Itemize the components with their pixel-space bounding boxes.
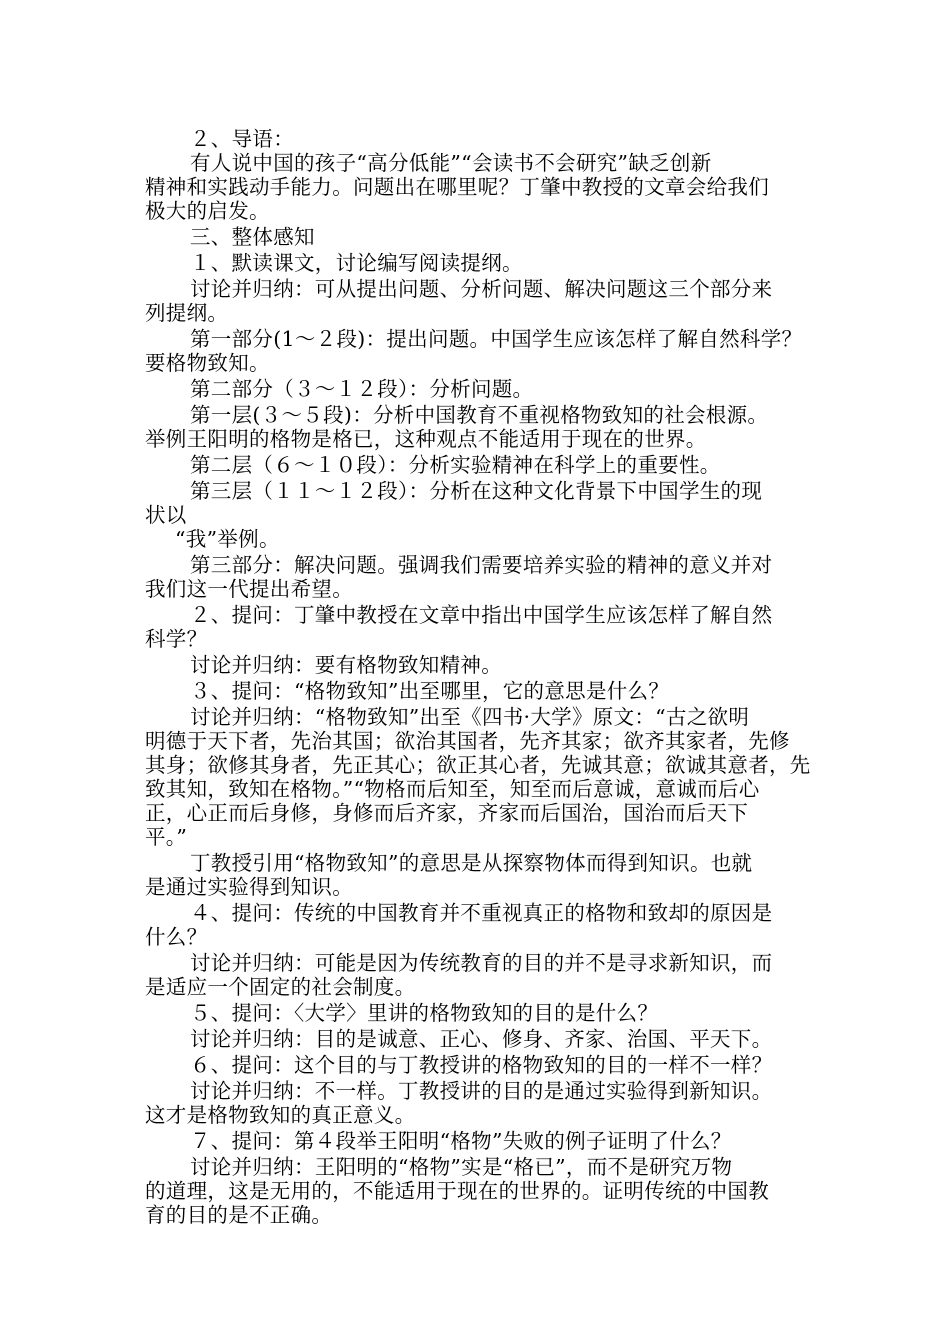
paragraph-line: 讨论并归纳：目的是诚意、正心、修身、齐家、治国、平天下。 — [190, 1027, 773, 1051]
paragraph-line: 第一部分(1～２段)：提出问题。中国学生应该怎样了解自然科学？ — [190, 327, 803, 351]
paragraph-line: 讨论并归纳：可能是因为传统教育的目的并不是寻求新知识，而 — [190, 951, 773, 975]
paragraph-line: 要格物致知。 — [145, 351, 270, 375]
paragraph-line: ２、提问：丁肇中教授在文章中指出中国学生应该怎样了解自然 — [190, 603, 773, 627]
paragraph-line: 精神和实践动手能力。问题出在哪里呢？丁肇中教授的文章会给我们 — [145, 175, 769, 199]
paragraph-line: 状以 — [145, 503, 187, 527]
paragraph-line: 科学？ — [145, 627, 208, 651]
paragraph-line: 极大的启发。 — [145, 199, 270, 223]
paragraph-line: 其身；欲修其身者，先正其心；欲正其心者，先诚其意；欲诚其意者，先 — [145, 753, 811, 777]
paragraph-line: 我们这一代提出希望。 — [145, 577, 353, 601]
paragraph-line: ６、提问：这个目的与丁教授讲的格物致知的目的一样不一样？ — [190, 1053, 773, 1077]
paragraph-line: 第一层(３～５段)：分析中国教育不重视格物致知的社会根源。 — [190, 403, 769, 427]
paragraph-line: 第三层（１１～１２段）：分析在这种文化背景下中国学生的现 — [190, 479, 763, 503]
paragraph-line: 是通过实验得到知识。 — [145, 875, 353, 899]
paragraph-line: 是适应一个固定的社会制度。 — [145, 975, 416, 999]
paragraph-line: 讨论并归纳：要有格物致知精神。 — [190, 653, 502, 677]
paragraph-line: 平。” — [145, 825, 188, 849]
paragraph-line: ５、提问：〈大学〉里讲的格物致知的目的是什么？ — [190, 1001, 659, 1025]
paragraph-line: 正，心正而后身修，身修而后齐家，齐家而后国治，国治而后天下 — [145, 801, 749, 825]
paragraph-line: 讨论并归纳：王阳明的“格物”实是“格已”，而不是研究万物 — [190, 1155, 733, 1179]
paragraph-line: ４、提问：传统的中国教育并不重视真正的格物和致却的原因是 — [190, 901, 773, 925]
paragraph-line: 有人说中国的孩子“高分低能”“会读书不会研究”缺乏创新 — [190, 151, 712, 175]
paragraph-line: ７、提问：第４段举王阳明“格物”失败的例子证明了什么？ — [190, 1129, 732, 1153]
heading-2-introduction: ２、导语： — [190, 127, 294, 151]
paragraph-line: 讨论并归纳：“格物致知”出至《四书·大学》原文：“古之欲明 — [190, 705, 750, 729]
paragraph-line: 育的目的是不正确。 — [145, 1203, 333, 1227]
paragraph-line: 第二层（６～１０段）：分析实验精神在科学上的重要性。 — [190, 453, 721, 477]
paragraph-line: １、默读课文，讨论编写阅读提纲。 — [190, 251, 523, 275]
paragraph-line: 丁教授引用“格物致知”的意思是从探察物体而得到知识。也就 — [190, 851, 753, 875]
paragraph-line: 的道理，这是无用的，不能适用于现在的世界的。证明传统的中国教 — [145, 1179, 769, 1203]
paragraph-line: 致其知，致知在格物。”“物格而后知至，知至而后意诚，意诚而后心 — [145, 777, 760, 801]
paragraph-line: 讨论并归纳：可从提出问题、分析问题、解决问题这三个部分来 — [190, 277, 773, 301]
paragraph-line: 第三部分：解决问题。强调我们需要培养实验的精神的意义并对 — [190, 553, 773, 577]
paragraph-line: 这才是格物致知的真正意义。 — [145, 1103, 416, 1127]
paragraph-line: 什么？ — [145, 925, 208, 949]
paragraph-line: 第二部分（３～１２段）：分析问题。 — [190, 377, 534, 401]
section-heading-3: 三、整体感知 — [190, 225, 315, 249]
paragraph-line: “我”举例。 — [175, 527, 280, 551]
paragraph-line: 讨论并归纳：不一样。丁教授讲的目的是通过实验得到新知识。 — [190, 1079, 773, 1103]
paragraph-line: 列提纲。 — [145, 301, 229, 325]
paragraph-line: 明德于天下者，先治其国；欲治其国者，先齐其家；欲齐其家者，先修 — [145, 729, 790, 753]
paragraph-line: ３、提问：“格物致知”出至哪里，它的意思是什么？ — [190, 679, 670, 703]
paragraph-line: 举例王阳明的格物是格已，这种观点不能适用于现在的世界。 — [145, 427, 707, 451]
